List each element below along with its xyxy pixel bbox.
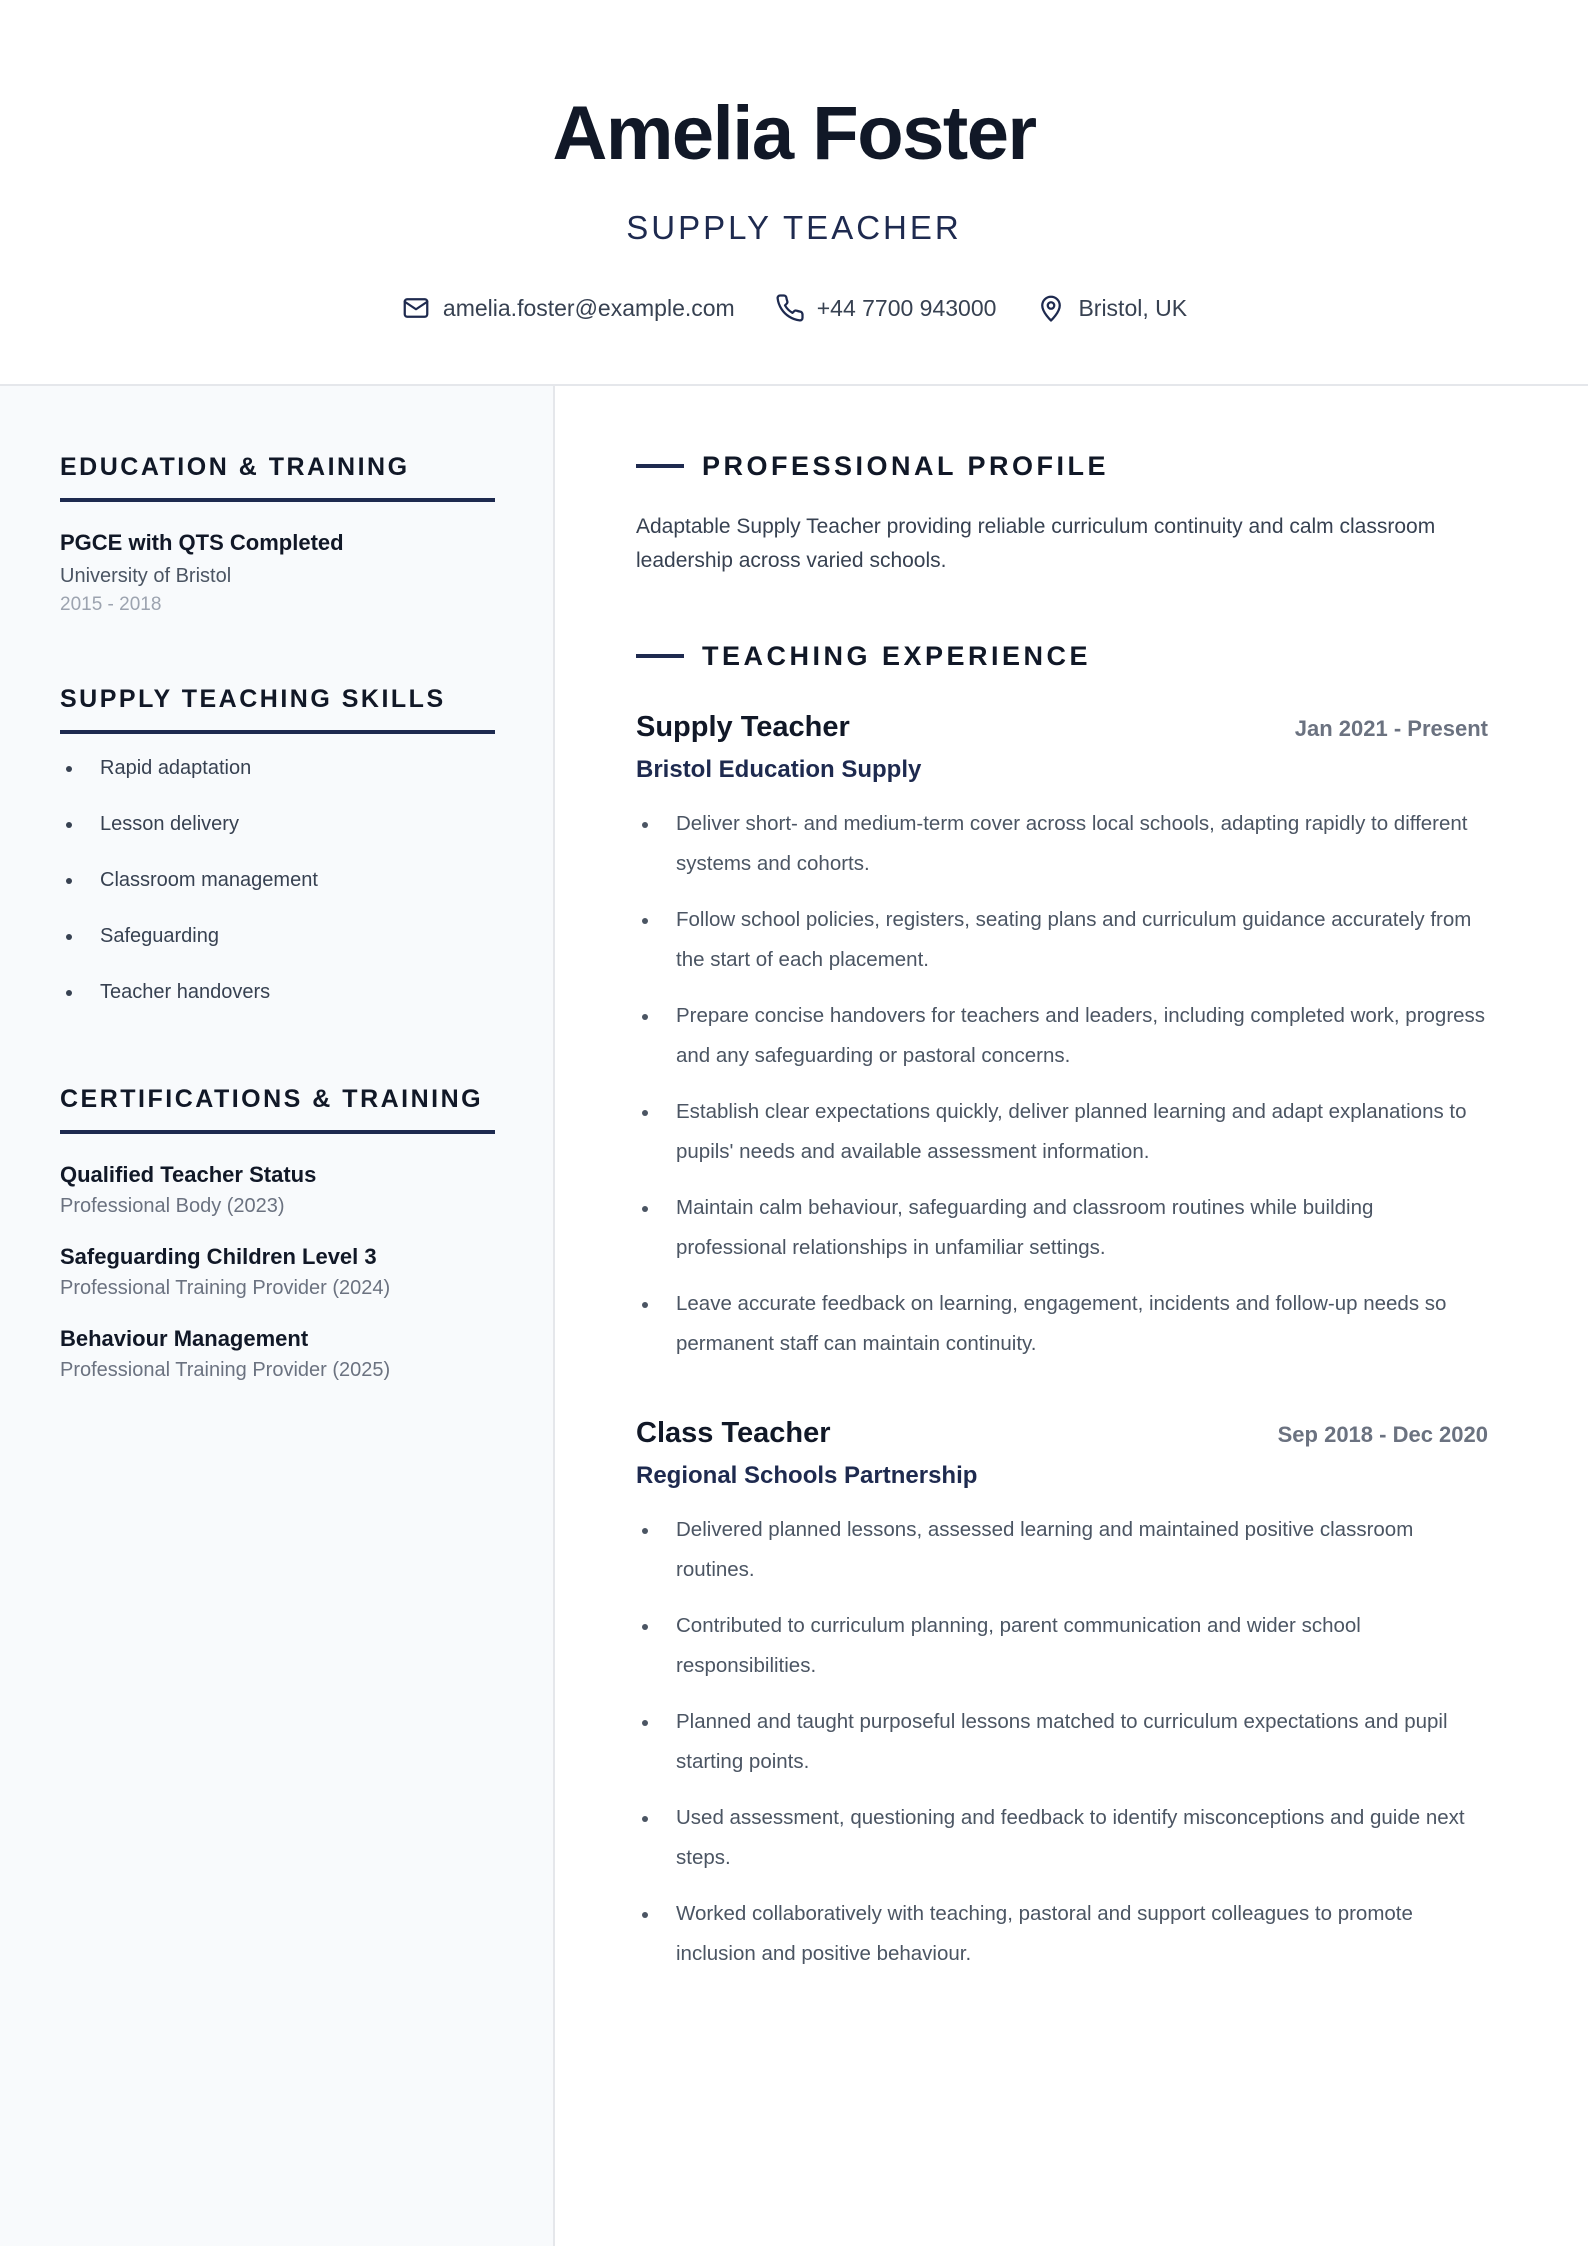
candidate-role: SUPPLY TEACHER xyxy=(626,209,962,246)
certifications-section xyxy=(60,1082,495,1384)
certification-name: Qualified Teacher Status xyxy=(60,1162,317,1187)
education-degree: PGCE with QTS Completed xyxy=(60,530,344,555)
profile-heading xyxy=(636,448,1488,484)
job-company: Bristol Education Supply xyxy=(636,756,922,783)
skill-item: Classroom management xyxy=(60,866,495,894)
certification-detail: Professional Training Provider (2025) xyxy=(60,1359,391,1381)
certification-detail: Professional Body (2023) xyxy=(60,1195,285,1217)
contact-location xyxy=(1036,293,1187,323)
resume-header xyxy=(0,0,1588,386)
certification-name: Safeguarding Children Level 3 xyxy=(60,1244,377,1269)
profile-text: Adaptable Supply Teacher providing reliable curriculum continuity and calm classroom leadership across varied schools. xyxy=(636,515,1436,572)
education-section xyxy=(60,450,495,618)
skill-item: Rapid adaptation xyxy=(60,754,495,782)
experience-section xyxy=(636,638,1488,674)
certification-item xyxy=(60,1242,495,1302)
job-bullet: Worked collaboratively with teaching, pastoral and support colleagues to promote inclusion and positive behaviour. xyxy=(636,1894,1488,1974)
phone-icon xyxy=(775,293,805,323)
skills-list xyxy=(60,754,495,1006)
skills-title: SUPPLY TEACHING SKILLS xyxy=(60,682,495,734)
job-title: Class Teacher xyxy=(636,1417,831,1449)
contact-phone[interactable] xyxy=(775,293,997,323)
job-header xyxy=(636,708,1488,746)
education-years: 2015 - 2018 xyxy=(60,594,162,615)
job-entry xyxy=(636,708,1488,1380)
education-school: University of Bristol xyxy=(60,565,232,587)
certification-item xyxy=(60,1160,495,1220)
heading-rule xyxy=(636,464,684,468)
job-dates: Sep 2018 - Dec 2020 xyxy=(1277,1422,1488,1447)
job-bullet: Leave accurate feedback on learning, engagement, incidents and follow-up needs so permanent staff can maintain continuity. xyxy=(636,1284,1488,1364)
candidate-name: Amelia Foster xyxy=(552,91,1036,176)
skill-item: Teacher handovers xyxy=(60,978,495,1006)
job-company: Regional Schools Partnership xyxy=(636,1462,978,1489)
job-bullet: Follow school policies, registers, seating plans and curriculum guidance accurately from the start of each placement. xyxy=(636,900,1488,980)
map-pin-icon xyxy=(1036,293,1066,323)
job-bullet: Delivered planned lessons, assessed learning and maintained positive classroom routines. xyxy=(636,1510,1488,1590)
experience-title: TEACHING EXPERIENCE xyxy=(702,641,1092,671)
sidebar xyxy=(0,386,555,2246)
job-bullet: Planned and taught purposeful lessons matched to curriculum expectations and pupil starting points. xyxy=(636,1702,1488,1782)
job-bullet: Deliver short- and medium-term cover across local schools, adapting rapidly to different systems and cohorts. xyxy=(636,804,1488,884)
job-bullet: Prepare concise handovers for teachers and leaders, including completed work, progress and any safeguarding or pastoral concerns. xyxy=(636,996,1488,1076)
skills-section xyxy=(60,682,495,1034)
job-entry xyxy=(636,1414,1488,1990)
certifications-title: CERTIFICATIONS & TRAINING xyxy=(60,1082,495,1134)
contact-bar xyxy=(0,288,1588,328)
job-bullet: Maintain calm behaviour, safeguarding and classroom routines while building professional relationships in unfamiliar settings. xyxy=(636,1188,1488,1268)
job-header xyxy=(636,1414,1488,1452)
location-text: Bristol, UK xyxy=(1078,294,1188,321)
job-bullet: Establish clear expectations quickly, deliver planned learning and adapt explanations to pupils' needs and available assessment information. xyxy=(636,1092,1488,1172)
mail-icon xyxy=(401,293,431,323)
certification-item xyxy=(60,1324,495,1384)
job-bullets xyxy=(636,804,1488,1364)
job-title: Supply Teacher xyxy=(636,711,850,743)
job-bullet: Contributed to curriculum planning, parent communication and wider school responsibilities. xyxy=(636,1606,1488,1686)
skill-item: Safeguarding xyxy=(60,922,495,950)
contact-email[interactable] xyxy=(401,293,735,323)
skill-item: Lesson delivery xyxy=(60,810,495,838)
job-bullet: Used assessment, questioning and feedback to identify misconceptions and guide next steps. xyxy=(636,1798,1488,1878)
profile-section xyxy=(636,448,1488,578)
job-bullets xyxy=(636,1510,1488,1974)
heading-rule xyxy=(636,654,684,658)
certification-detail: Professional Training Provider (2024) xyxy=(60,1277,391,1299)
phone-text: +44 7700 943000 xyxy=(816,294,997,321)
certification-name: Behaviour Management xyxy=(60,1326,309,1351)
profile-title: PROFESSIONAL PROFILE xyxy=(702,451,1110,481)
experience-heading xyxy=(636,638,1488,674)
education-title: EDUCATION & TRAINING xyxy=(60,450,495,502)
job-dates: Jan 2021 - Present xyxy=(1294,716,1488,741)
email-text: amelia.foster@example.com xyxy=(442,294,735,321)
